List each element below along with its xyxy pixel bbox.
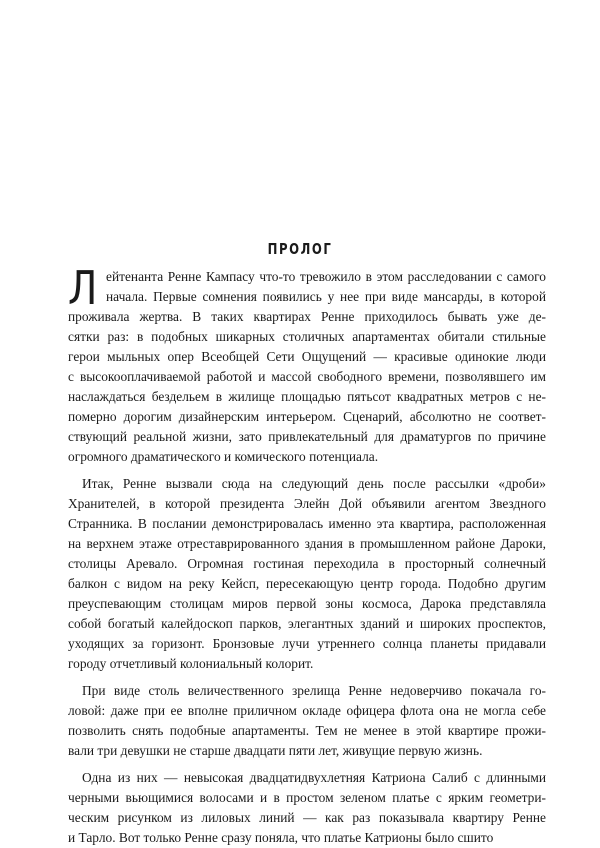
text-line: При виде столь величественного зрелища Ренне недоверчиво покачала го- [82, 683, 546, 698]
text-line: проживала жертва. В таких квартирах Ренне приходилось бывать уже де- [68, 309, 546, 324]
paragraph [68, 261, 546, 467]
text-line: сятки раз: в подобных шикарных столичных апартаментах обитали стильные [68, 329, 546, 344]
text-line: ейтенанта Ренне Кампасу что-то тревожило в этом расследовании с самого [106, 269, 546, 284]
text-line: собой богатый калейдоскоп парков, элегантных зданий и широких проспектов, [68, 616, 546, 631]
text-line: наслаждаться бездельем в жилище площадью пятьсот квадратных метров с не- [68, 389, 546, 404]
text-line: Странника. В послании демонстрировалась именно эта квартира, расположенная [68, 516, 546, 531]
text-line: померно дорогим дизайнерским интерьером. Сценарий, абсолютно не соответ- [68, 409, 546, 424]
text-line: на верхнем этаже отреставрированного здания в промышленном районе Дароки, [68, 536, 546, 551]
text-line: ствующий реальной жизни, зато привлекательный для драматургов по причине [68, 429, 546, 444]
text-line: балкон с видом на реку Кейсп, пересекающую центр города. Подобно другим [68, 576, 546, 591]
text-line: Хранителей, в которой президента Элейн Дой объявили агентом Звездного [68, 496, 546, 511]
text-line: Одна из них — невысокая двадцатидвухлетняя Катриона Салиб с длинными [82, 770, 546, 785]
text-line: огромного драматического и комического потенциала. [68, 449, 379, 464]
text-line: герои мыльных опер Всеобщей Сети Ощущений — красивые одинокие люди [68, 349, 546, 364]
text-line: вали три девушки не старше двадцати пяти лет, живущие первую жизнь. [68, 743, 483, 758]
text-line: черными вьющимися волосами и в простом зеленом платье с ярким геометри- [68, 790, 546, 805]
paragraph [68, 768, 546, 848]
text-line: начала. Первые сомнения появились у нее при виде мансарды, в которой [106, 289, 546, 304]
text-line: ловой: даже при ее вполне приличном окладе офицера флота она не могла себе [68, 703, 546, 718]
text-line: городу отчетливый колониальный колорит. [68, 656, 314, 671]
paragraph [68, 474, 546, 674]
paragraph [68, 681, 546, 761]
text-line: с высокооплачиваемой работой и массой свободного времени, позволявшего им [68, 369, 546, 384]
text-line: столицы Аревало. Огромная гостиная переходила в просторный солнечный [68, 556, 546, 571]
text-line: уходящих за горизонт. Бронзовые лучи утреннего солнца планеты придавали [68, 636, 546, 651]
text-line: позволить снять подобные апартаменты. Тем не менее в этой квартире прожи- [68, 723, 546, 738]
chapter-title: ПРОЛОГ [267, 240, 333, 258]
chapter-body [68, 261, 546, 848]
text-line: Итак, Ренне вызвали сюда на следующий день после рассылки «дроби» [82, 476, 546, 491]
drop-cap: Л [68, 261, 98, 315]
text-line: ческим рисунком из лиловых линий — как раз показывала квартиру Ренне [68, 810, 546, 825]
text-line: и Тарло. Вот только Ренне сразу поняла, что платье Катрионы было сшито [68, 830, 494, 845]
text-line: преуспевающим столицам миров первой зоны космоса, Дарока представляла [68, 596, 546, 611]
